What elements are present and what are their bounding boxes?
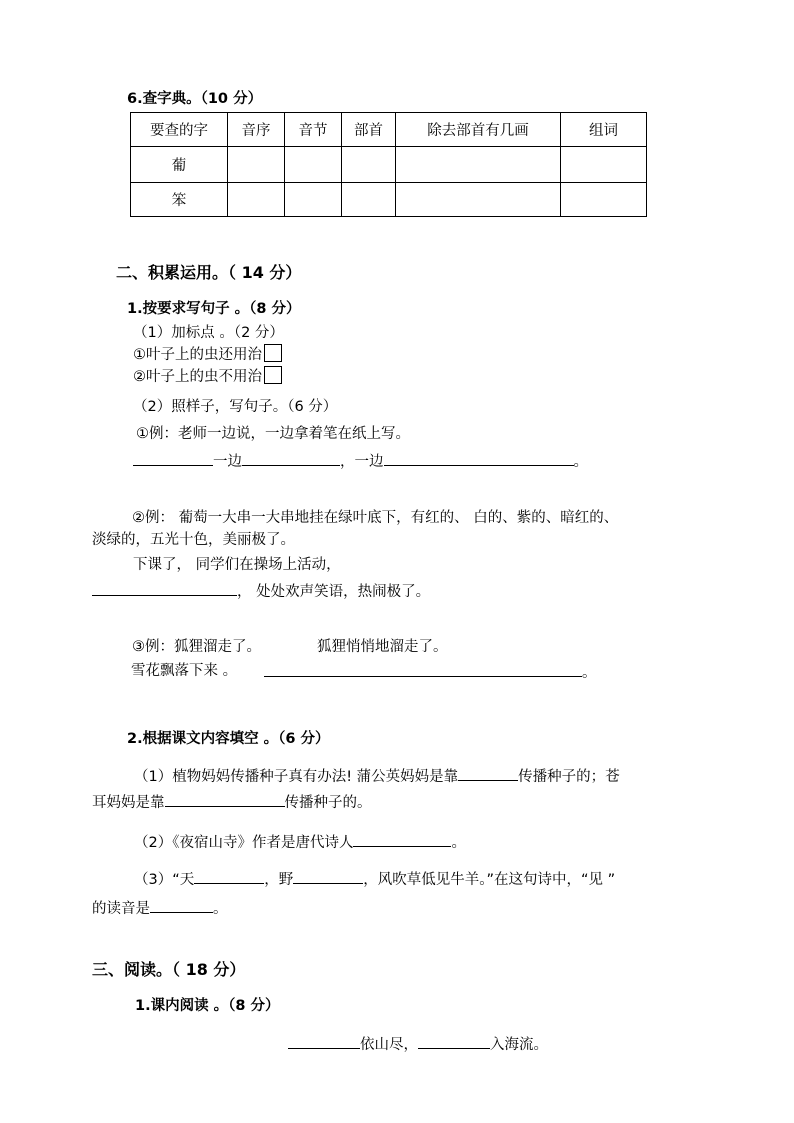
header-cell: 音节 [285,113,342,147]
answer-blank[interactable] [384,450,574,466]
header-cell: 要查的字 [131,113,228,147]
yibian-text: 一边 [213,454,242,470]
fill-text: 传播种子的。 [284,795,372,811]
table-row [131,147,647,183]
example-2-line-1: ②例： 葡萄一大串一大串地挂在绿叶底下，有红的、 白的、紫的、暗红的、 [132,510,619,526]
fill-1-line-1 [134,765,620,787]
example-2-line-2: 淡绿的，五光十色，美丽极了。 [92,532,295,548]
fill-2-line [134,831,466,853]
answer-blank[interactable] [353,831,451,847]
punctuation-item-2 [133,366,282,387]
answer-blank[interactable] [92,580,237,596]
char-cell: 葡 [131,147,228,183]
section3-heading: 三、阅读。（ 18 分） [92,960,246,979]
fill-text: （3）“天 [134,872,195,888]
answer-cell[interactable] [228,183,285,217]
example-3-example: ③例：狐狸溜走了。 [132,639,261,655]
period-text: 。 [573,454,588,470]
example-3-prompt: 雪花飘落下来 。 [131,663,238,679]
section2-heading: 二、积累运用。（ 14 分） [116,263,302,282]
sentence-text: ①叶子上的虫还用治 [133,347,262,363]
fill-text: 耳妈妈是靠 [92,795,165,811]
fill-text: 。 [451,835,466,851]
char-cell: 笨 [131,183,228,217]
example-2-tail: ， 处处欢声笑语，热闹极了。 [237,584,431,600]
example-3-answer-line [264,661,597,683]
answer-cell[interactable] [561,183,647,217]
answer-cell[interactable] [285,147,342,183]
answer-blank[interactable] [194,868,264,884]
yibian-text: ，一边 [340,454,384,470]
s2q2-title: 2.根据课文内容填空 。（6 分） [127,731,330,747]
fill-text: 。 [213,901,228,917]
punctuation-answer-box[interactable] [264,344,282,362]
example-2-prompt: 下课了， 同学们在操场上活动， [133,557,341,573]
example-3-result: 狐狸悄悄地溜走了。 [317,639,448,655]
fill-text: 传播种子的；苍 [518,769,620,785]
table-header-row [131,113,647,147]
example-2-answer-line [92,580,430,602]
example-1: ①例：老师一边说，一边拿着笔在纸上写。 [136,426,410,442]
fill-text: 的读音是 [92,901,150,917]
fill-text: ，风吹草低见牛羊。”在这句诗中，“见 ” [363,872,616,888]
answer-cell[interactable] [561,147,647,183]
fill-3-line-1 [134,868,615,890]
answer-cell[interactable] [342,147,396,183]
fill-text: （1）植物妈妈传播种子真有办法! 蒲公英妈妈是靠 [134,769,459,785]
answer-cell[interactable] [396,183,561,217]
header-cell: 音序 [228,113,285,147]
table-row [131,183,647,217]
sentence-text: ②叶子上的虫不用治 [133,369,262,385]
punctuation-item-1 [133,344,282,365]
s2q1-title: 1.按要求写句子 。（8 分） [127,301,301,317]
fill-1-line-2 [92,791,372,813]
answer-blank[interactable] [458,765,518,781]
answer-cell[interactable] [342,183,396,217]
answer-blank[interactable] [242,450,340,466]
poem-text: 依山尽， [360,1037,418,1053]
punctuation-answer-box[interactable] [264,366,282,384]
header-cell: 组词 [561,113,647,147]
s3q1-title: 1.课内阅读 。（8 分） [135,998,280,1014]
s2q1-part1-title: （1）加标点 。（2 分） [133,325,284,341]
header-cell: 部首 [342,113,396,147]
answer-blank[interactable] [293,868,363,884]
answer-blank[interactable] [133,450,213,466]
dictionary-table [130,112,647,217]
s2q1-part2-title: （2）照样子，写句子。（6 分） [133,399,338,415]
example-1-answer-line [133,450,588,472]
header-cell: 除去部首有几画 [396,113,561,147]
answer-blank[interactable] [150,897,213,913]
fill-text: （2）《夜宿山寺》作者是唐代诗人 [134,835,354,851]
fill-3-line-2 [92,897,228,919]
answer-blank[interactable] [418,1033,490,1049]
answer-blank[interactable] [264,661,582,677]
answer-cell[interactable] [228,147,285,183]
answer-cell[interactable] [396,147,561,183]
fill-text: ，野 [264,872,294,888]
poem-text: 入海流。 [490,1037,548,1053]
answer-blank[interactable] [165,791,285,807]
period-text: 。 [582,665,597,681]
q6-title: 6.查字典。（10 分） [127,91,263,107]
answer-cell[interactable] [285,183,342,217]
poem-line [288,1033,548,1055]
answer-blank[interactable] [288,1033,360,1049]
